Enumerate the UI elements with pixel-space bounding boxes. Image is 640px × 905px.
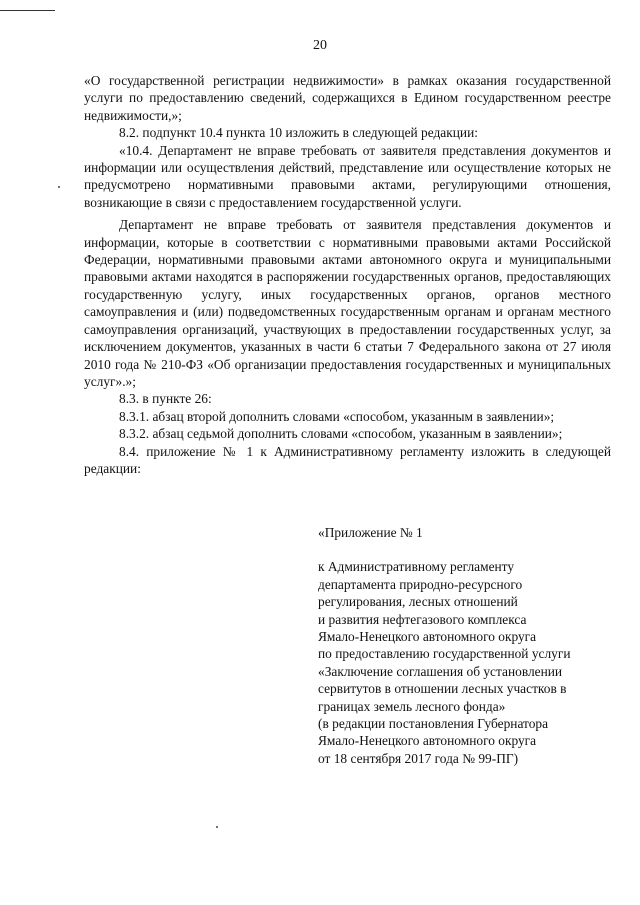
document-body: [84, 72, 611, 477]
paragraph-continuation: «О государственной регистрации недвижимости» в рамках оказания государственной услуги по предоставлению сведений, содержащихся в Едином государственном реестре недвижимости,»;: [84, 73, 611, 123]
scan-speck: [58, 186, 60, 188]
paragraph-10-4: «10.4. Департамент не вправе требовать от заявителя представления документов и информации или осуществления действий, представление или осуществление которых не предусмотрено нормативными правовыми актами, регулирующими отношения, возникающие в связи с предоставлением государственной услуги.: [84, 142, 611, 210]
paragraph-8-3-2: 8.3.2. абзац седьмой дополнить словами «способом, указанным в заявлении»;: [119, 426, 563, 442]
header-rule: [0, 10, 55, 11]
appendix-line: «Заключение соглашения об установлении: [318, 663, 563, 679]
appendix-line: к Административному регламенту: [318, 559, 515, 575]
appendix-line: Ямало-Ненецкого автономного округа: [318, 733, 537, 749]
appendix-line: и развития нефтегазового комплекса: [318, 611, 527, 627]
appendix-line: от 18 сентября 2017 года № 99-ПГ): [318, 750, 519, 766]
paragraph-department: Департамент не вправе требовать от заявителя представления документов и информации, которые в соответствии с нормативными правовыми актами Российской Федерации, нормативными правовыми актами автономного округа и муниципальными правовыми актами находятся в распоряжении государственных органов, предоставляющих государственную услугу, иных государственных органов, органов местного самоуправления и (или) подведомственных государственным органам и органам местного самоуправления организаций, участвующих в предоставлении государственных услуг, за исключением документов, указанных в части 6 статьи 7 Федерального закона от 27 июля 2010 года № 210-ФЗ «Об организации предоставления государственных и муниципальных услуг».»;: [84, 217, 611, 389]
scan-speck: [216, 826, 218, 828]
appendix-title: «Приложение № 1: [318, 525, 423, 540]
page-number: 20: [313, 38, 327, 53]
appendix-line: по предоставлению государственной услуги: [318, 646, 571, 662]
appendix-line: департамента природно-ресурсного: [318, 576, 523, 592]
appendix-line: границах земель лесного фонда»: [318, 698, 506, 714]
appendix-heading-block: [318, 524, 618, 767]
appendix-line: регулирования, лесных отношений: [318, 594, 518, 610]
paragraph-8-4: 8.4. приложение № 1 к Административному регламенту изложить в следующей редакции:: [84, 443, 611, 476]
paragraph-8-3: 8.3. в пункте 26:: [119, 391, 212, 407]
appendix-line: (в редакции постановления Губернатора: [318, 716, 549, 732]
appendix-line: сервитутов в отношении лесных участков в: [318, 681, 567, 697]
paragraph-8-3-1: 8.3.1. абзац второй дополнить словами «способом, указанным в заявлении»;: [119, 408, 555, 424]
paragraph-8-2: 8.2. подпункт 10.4 пункта 10 изложить в следующей редакции:: [119, 125, 478, 141]
appendix-line: Ямало-Ненецкого автономного округа: [318, 629, 537, 645]
